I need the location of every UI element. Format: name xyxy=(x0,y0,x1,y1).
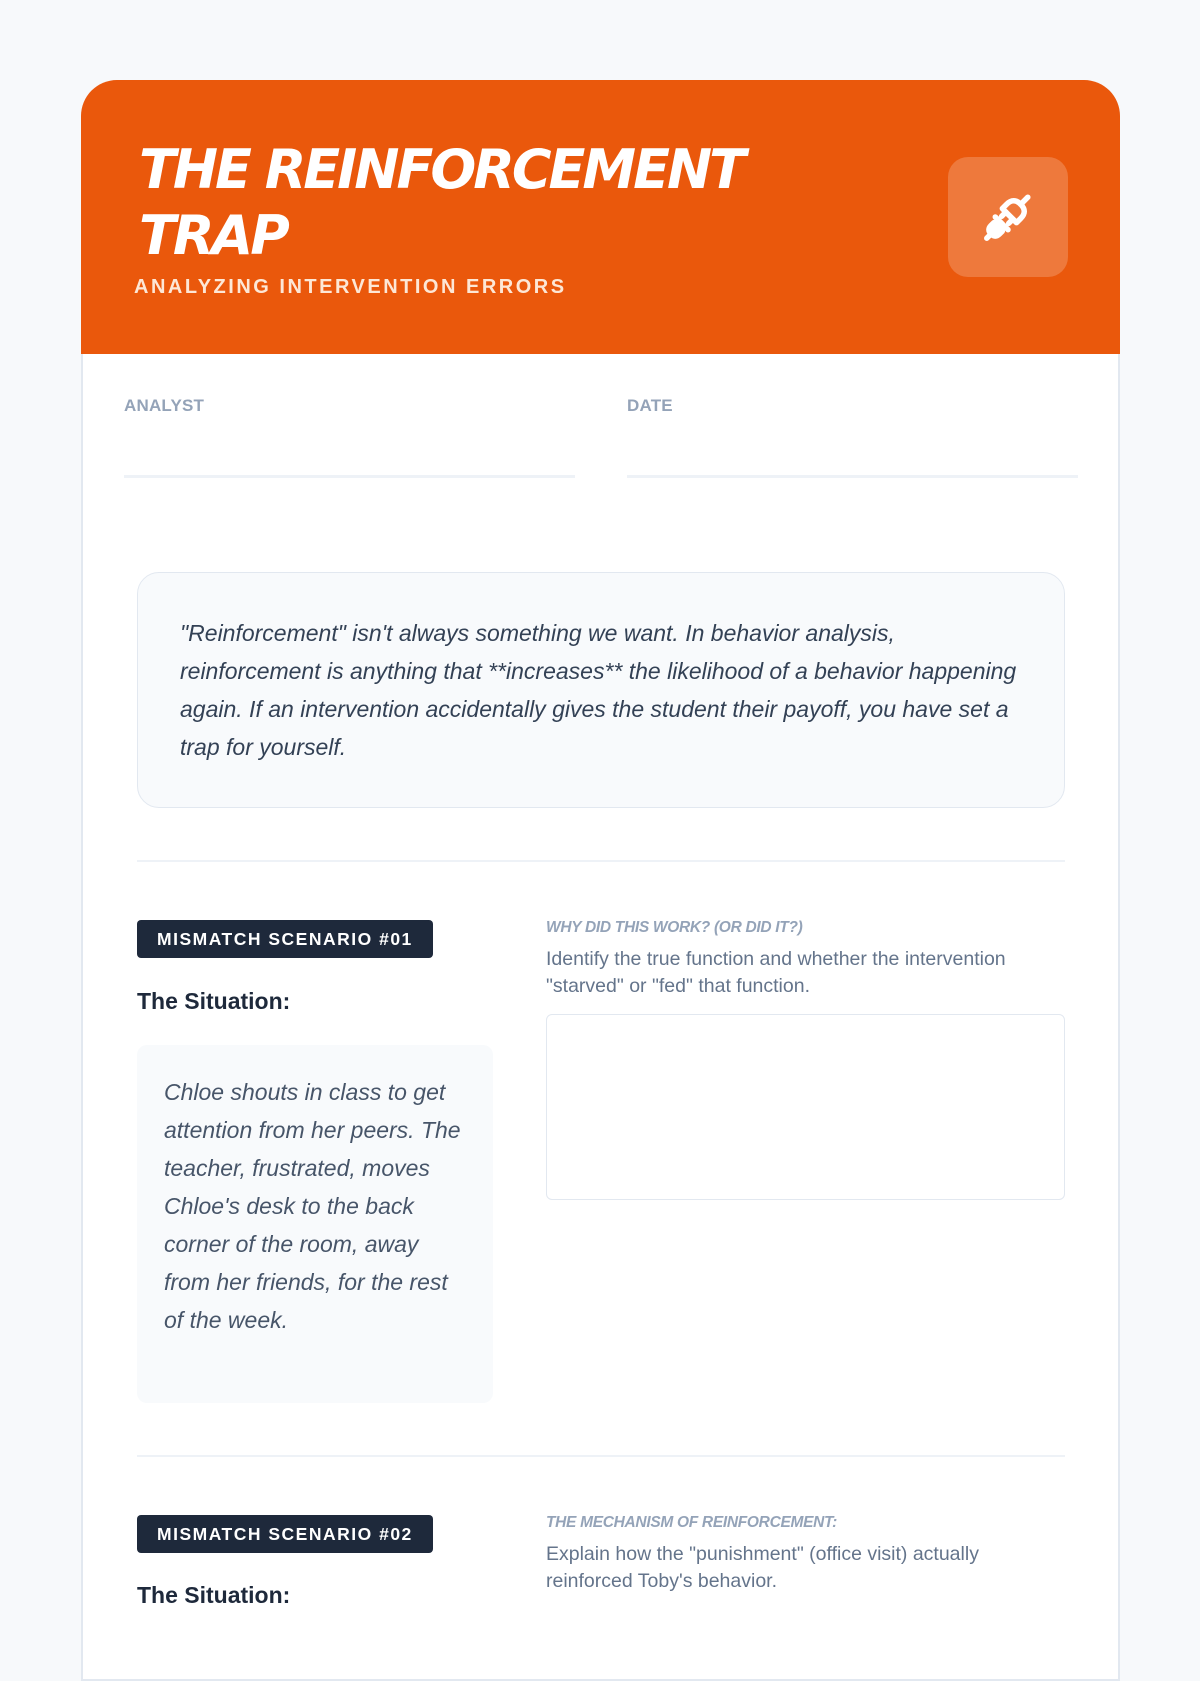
section-divider xyxy=(137,1455,1065,1457)
intro-callout: "Reinforcement" isn't always something we want. In behavior analysis, reinforcement is anything that **increases** the likelihood of a behavior happening again. If an intervention accidentally gives the student their payoff, you have set a trap for yourself. xyxy=(137,572,1065,808)
question-help: Explain how the "punishment" (office visit) actually reinforced Toby's behavior. xyxy=(546,1543,979,1592)
analyst-field[interactable] xyxy=(124,475,575,478)
question-label: WHY DID THIS WORK? (OR DID IT?) xyxy=(546,919,803,936)
page-subtitle: ANALYZING INTERVENTION ERRORS xyxy=(134,276,567,298)
worksheet-header xyxy=(81,80,1120,354)
question-label: THE MECHANISM OF REINFORCEMENT: xyxy=(546,1514,837,1531)
date-label: DATE xyxy=(627,396,673,415)
page-title: THE REINFORCEMENT TRAP xyxy=(139,138,744,267)
section-divider xyxy=(137,860,1065,862)
analyst-label: ANALYST xyxy=(124,396,205,415)
header-icon-box xyxy=(948,157,1068,277)
scenario-badge: MISMATCH SCENARIO #02 xyxy=(137,1515,433,1553)
question-help: Identify the true function and whether the intervention "starved" or "fed" that function. xyxy=(546,948,1006,997)
date-field[interactable] xyxy=(627,475,1078,478)
plug-disconnect-icon xyxy=(976,185,1040,249)
situation-heading: The Situation: xyxy=(137,1582,291,1608)
answer-field[interactable] xyxy=(546,1014,1065,1200)
situation-heading: The Situation: xyxy=(137,988,291,1014)
situation-text: Chloe shouts in class to get attention from her peers. The teacher, frustrated, moves Chloe's desk to the back corner of the room, away from her friends, for the rest of the week. xyxy=(137,1045,493,1403)
scenario-badge: MISMATCH SCENARIO #01 xyxy=(137,920,433,958)
